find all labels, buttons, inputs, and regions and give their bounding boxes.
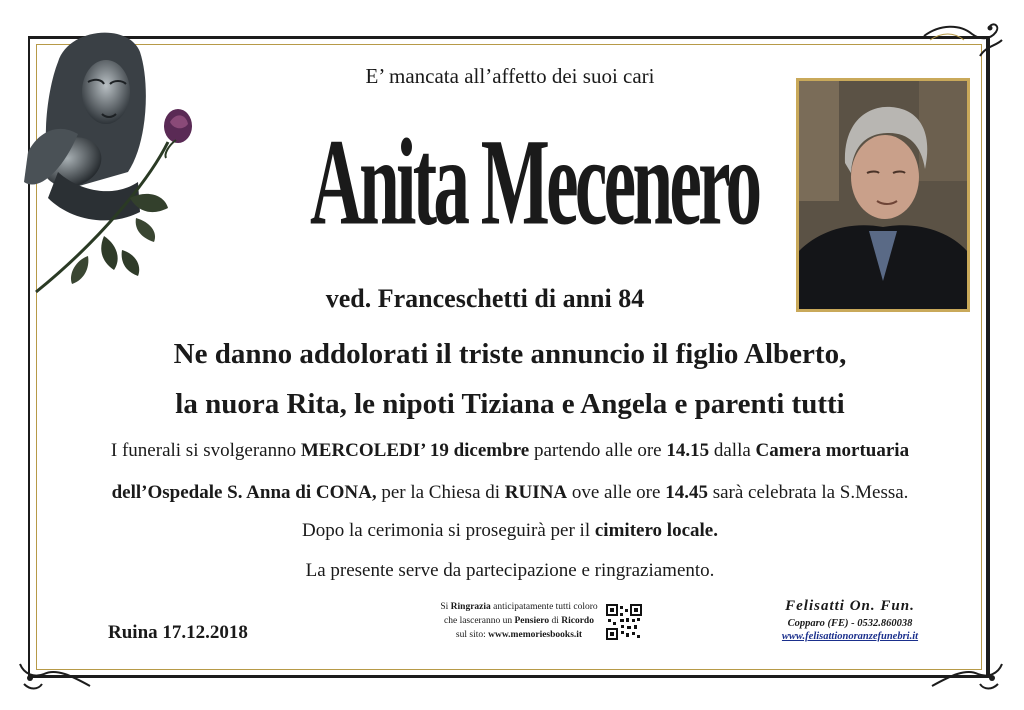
place-date: Ruina 17.12.2018 [108, 622, 248, 643]
funeral-info-line-4: La presente serve da partecipazione e ringraziamento. [305, 560, 715, 581]
portrait-image [799, 81, 967, 309]
corner-flourish-icon [16, 656, 96, 696]
corner-flourish-icon [926, 656, 1006, 696]
company-name: Felisatti On. Fun. [785, 598, 915, 614]
company-website-link[interactable]: www.felisattionoranzefunebri.it [781, 631, 919, 642]
widow-age-text: ved. Franceschetti di anni 84 [325, 284, 645, 313]
announcement-line-2: la nuora Rita, le nipoti Tiziana e Angela e parenti tutti [175, 388, 845, 420]
deceased-name: Anita Mecenero [310, 113, 759, 251]
announcement-line-1: Ne danno addolorati il triste annuncio il figlio Alberto, [173, 338, 847, 370]
deceased-photo [796, 78, 970, 312]
thanks-note: Si Ringrazia anticipatamente tutti coloro che lasceranno un Pensiero di Ricordo sul sito: www.memoriesbooks.it [440, 602, 598, 640]
madonna-and-rose-image [18, 22, 208, 297]
company-address: Copparo (FE) - 0532.860038 [787, 618, 913, 629]
qr-code-icon [606, 604, 642, 640]
funeral-info-line-3: Dopo la cerimonia si proseguirà per il cimitero locale. [302, 520, 718, 541]
intro-text: E’ mancata all’affetto dei suoi cari [365, 64, 655, 88]
funeral-info-line-1: I funerali si svolgeranno MERCOLEDI’ 19 dicembre partendo alle ore 14.15 dalla Camera mortuaria [110, 440, 910, 461]
corner-flourish-icon [920, 20, 1006, 60]
funeral-home-info [752, 598, 948, 642]
funeral-info-line-2: dell’Ospedale S. Anna di CONA, per la Chiesa di RUINA ove alle ore 14.45 sarà celebrata la S.Messa. [111, 482, 909, 503]
